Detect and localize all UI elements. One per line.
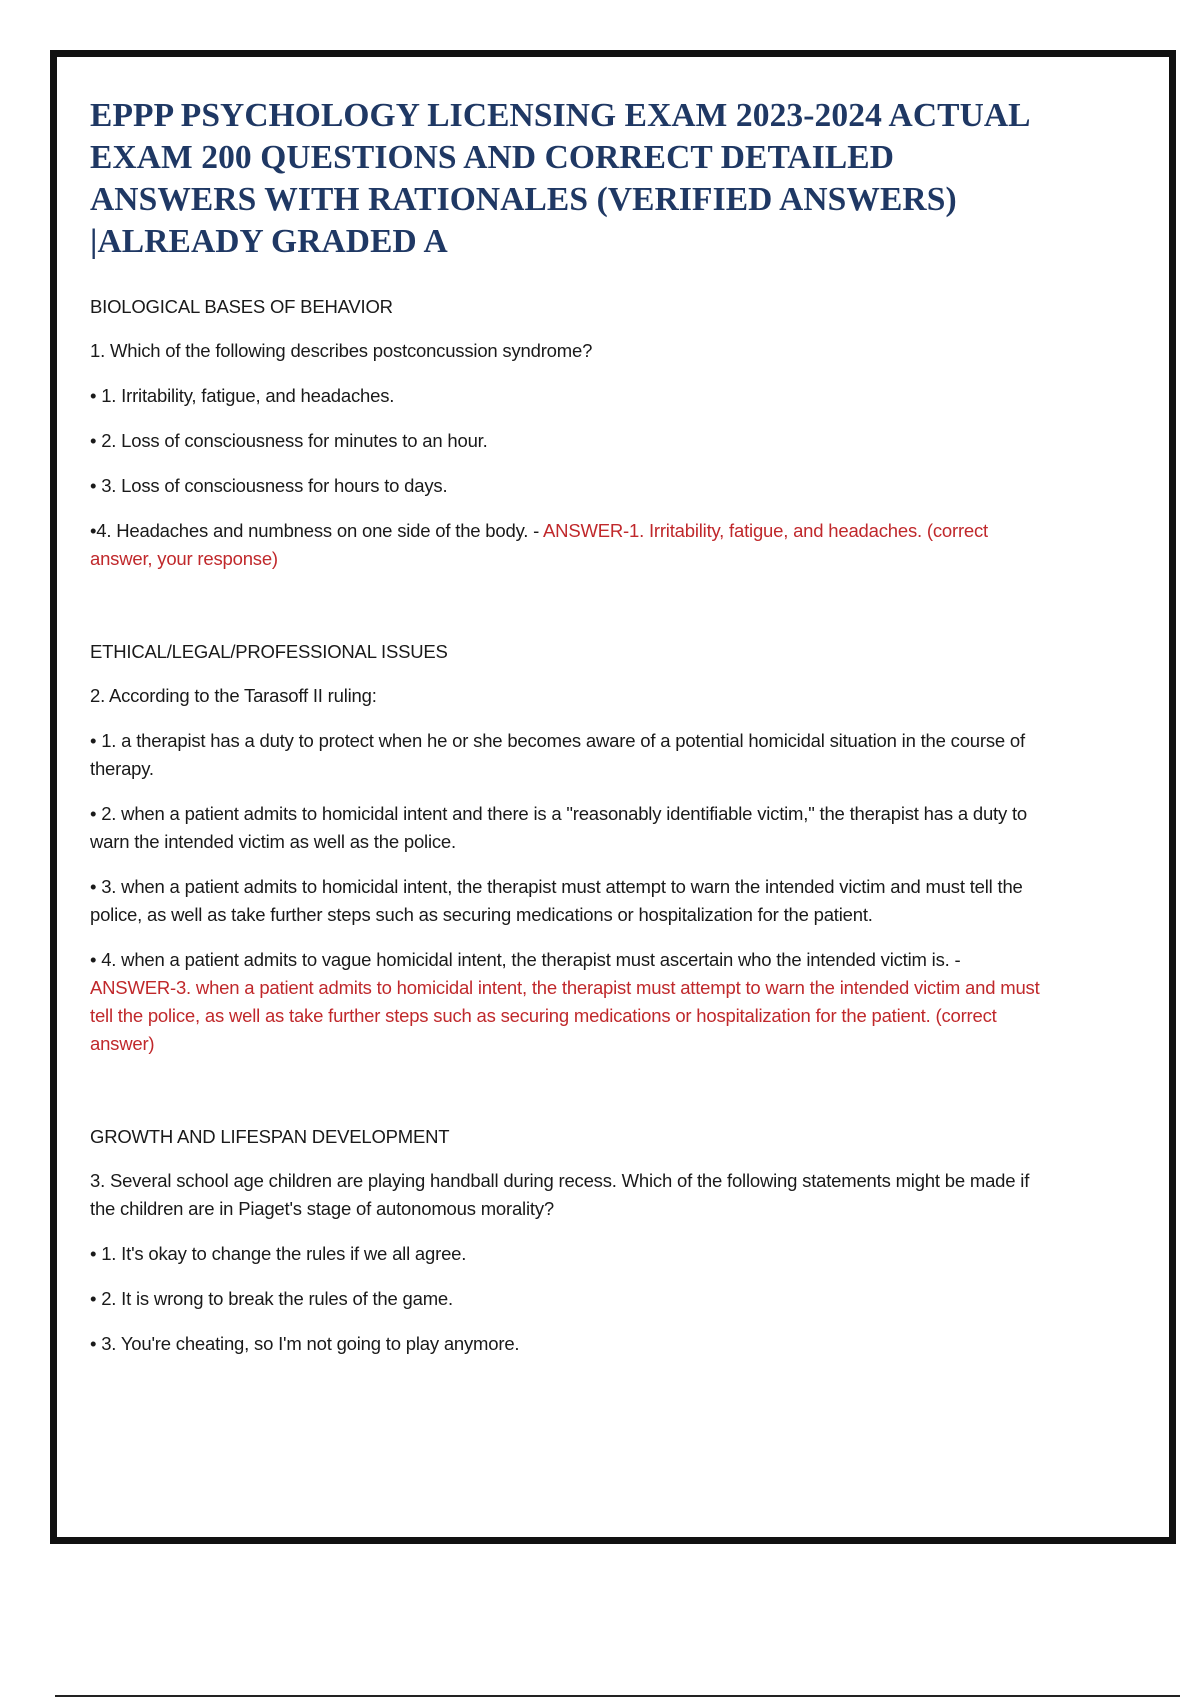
correct-answer: ANSWER-3. when a patient admits to homicidal intent, the therapist must attempt to warn the intended victim and must tell the police, as well as take further steps such as securing medications or hospitalization for the patient. (correct answer) [90,977,1040,1054]
section-heading: ETHICAL/LEGAL/PROFESSIONAL ISSUES [90,641,448,662]
question-text: 3. Several school age children are playing handball during recess. Which of the following statements might be made if the children are in Piaget's stage of autonomous morality? [90,1170,1030,1219]
section-heading: BIOLOGICAL BASES OF BEHAVIOR [90,296,393,317]
answer-option: • 1. a therapist has a duty to protect when he or she becomes aware of a potential homicidal situation in the course of therapy. [90,730,1025,779]
section-biological-bases [90,293,1040,573]
document-content [90,95,1040,1375]
answer-option-with-answer [90,946,1040,1058]
question-text: 1. Which of the following describes postconcussion syndrome? [90,340,593,361]
section-ethical-legal [90,638,1040,1058]
answer-option: • 2. It is wrong to break the rules of the game. [90,1288,453,1309]
answer-option: • 3. when a patient admits to homicidal intent, the therapist must attempt to warn the intended victim and must tell the police, as well as take further steps such as securing medications or hospitalization for the patient. [90,876,1023,925]
section-spacer [90,590,1040,638]
question-text: 2. According to the Tarasoff II ruling: [90,685,377,706]
section-heading: GROWTH AND LIFESPAN DEVELOPMENT [90,1126,450,1147]
bottom-rule [55,1695,1180,1697]
answer-option: • 3. Loss of consciousness for hours to days. [90,475,448,496]
answer-option-text: •4. Headaches and numbness on one side of the body. - [90,520,544,541]
correct-answer: ANSWER-1. Irritability, fatigue, and headaches. (correct answer, your response) [90,520,988,569]
answer-option: • 2. when a patient admits to homicidal intent and there is a "reasonably identifiable victim," the therapist has a duty to warn the intended victim as well as the police. [90,803,1027,852]
answer-option-with-answer [90,517,1040,573]
answer-option: • 3. You're cheating, so I'm not going to play anymore. [90,1333,520,1354]
answer-option-text: • 4. when a patient admits to vague homicidal intent, the therapist must ascertain who the intended victim is. - [90,949,961,970]
answer-option: • 1. It's okay to change the rules if we all agree. [90,1243,467,1264]
section-growth-development [90,1123,1040,1358]
section-spacer [90,1075,1040,1123]
answer-option: • 1. Irritability, fatigue, and headaches. [90,385,395,406]
document-title: EPPP PSYCHOLOGY LICENSING EXAM 2023-2024 ACTUAL EXAM 200 QUESTIONS AND CORRECT DETAILED ANSWERS WITH RATIONALES (VERIFIED ANSWERS) |ALREADY GRADED A [90,97,1029,260]
answer-option: • 2. Loss of consciousness for minutes to an hour. [90,430,488,451]
